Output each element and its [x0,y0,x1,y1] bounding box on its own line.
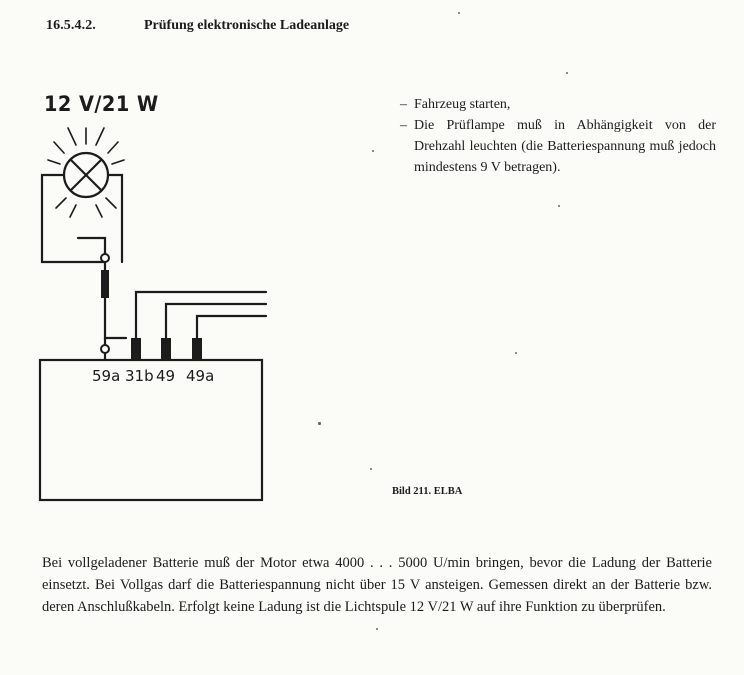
instruction-item [400,115,716,178]
figure-caption: Bild 211. ELBA [392,486,463,497]
scan-speck [566,72,568,74]
terminal-label: 49 [156,367,176,385]
body-paragraph: Bei vollgeladener Batterie muß der Motor etwa 4000 . . . 5000 U/min bringen, bevor die Ladung der Batterie einsetzt. Bei Vollgas darf die Batteriespannung nicht über 15 V ansteigen. Gemessen direkt an der Batterie bzw. deren Anschlußkabeln. Erfolgt keine Ladung ist die Lichtspule 12 V/21 W auf ihre Funktion zu überprüfen. [42,555,712,615]
terminal-label: 59a [92,367,121,385]
scan-speck [370,468,372,470]
lamp-rating-label: 12 V/21 W [44,92,159,116]
plug-49-icon [161,338,171,360]
terminal-label: 31b [125,367,154,385]
terminal-label: 49a [186,367,215,385]
instruction-text: Fahrzeug starten, [414,97,511,112]
plug-49a-icon [192,338,202,360]
terminal-59a-icon [101,345,109,353]
list-dash: – [400,118,407,133]
scan-speck [458,12,460,14]
scan-speck [558,205,560,207]
probe-tip-icon [101,254,109,262]
loose-plug-icon [101,270,109,298]
section-title: Prüfung elektronische Ladeanlage [144,18,350,33]
section-number: 16.5.4.2. [46,18,96,33]
scan-speck [318,422,321,425]
scan-speck [372,150,374,152]
list-dash: – [400,97,407,112]
scan-speck [515,352,517,354]
test-lamp-icon [48,128,124,217]
scan-speck [376,628,378,630]
instruction-item [400,94,716,115]
instruction-list [400,94,716,178]
instruction-text: Die Prüflampe muß in Abhängigkeit von der Drehzahl leuchten (die Batteriespannung muß jedoch mindestens 9 V betragen). [414,118,716,175]
plug-31b-icon [131,338,141,360]
